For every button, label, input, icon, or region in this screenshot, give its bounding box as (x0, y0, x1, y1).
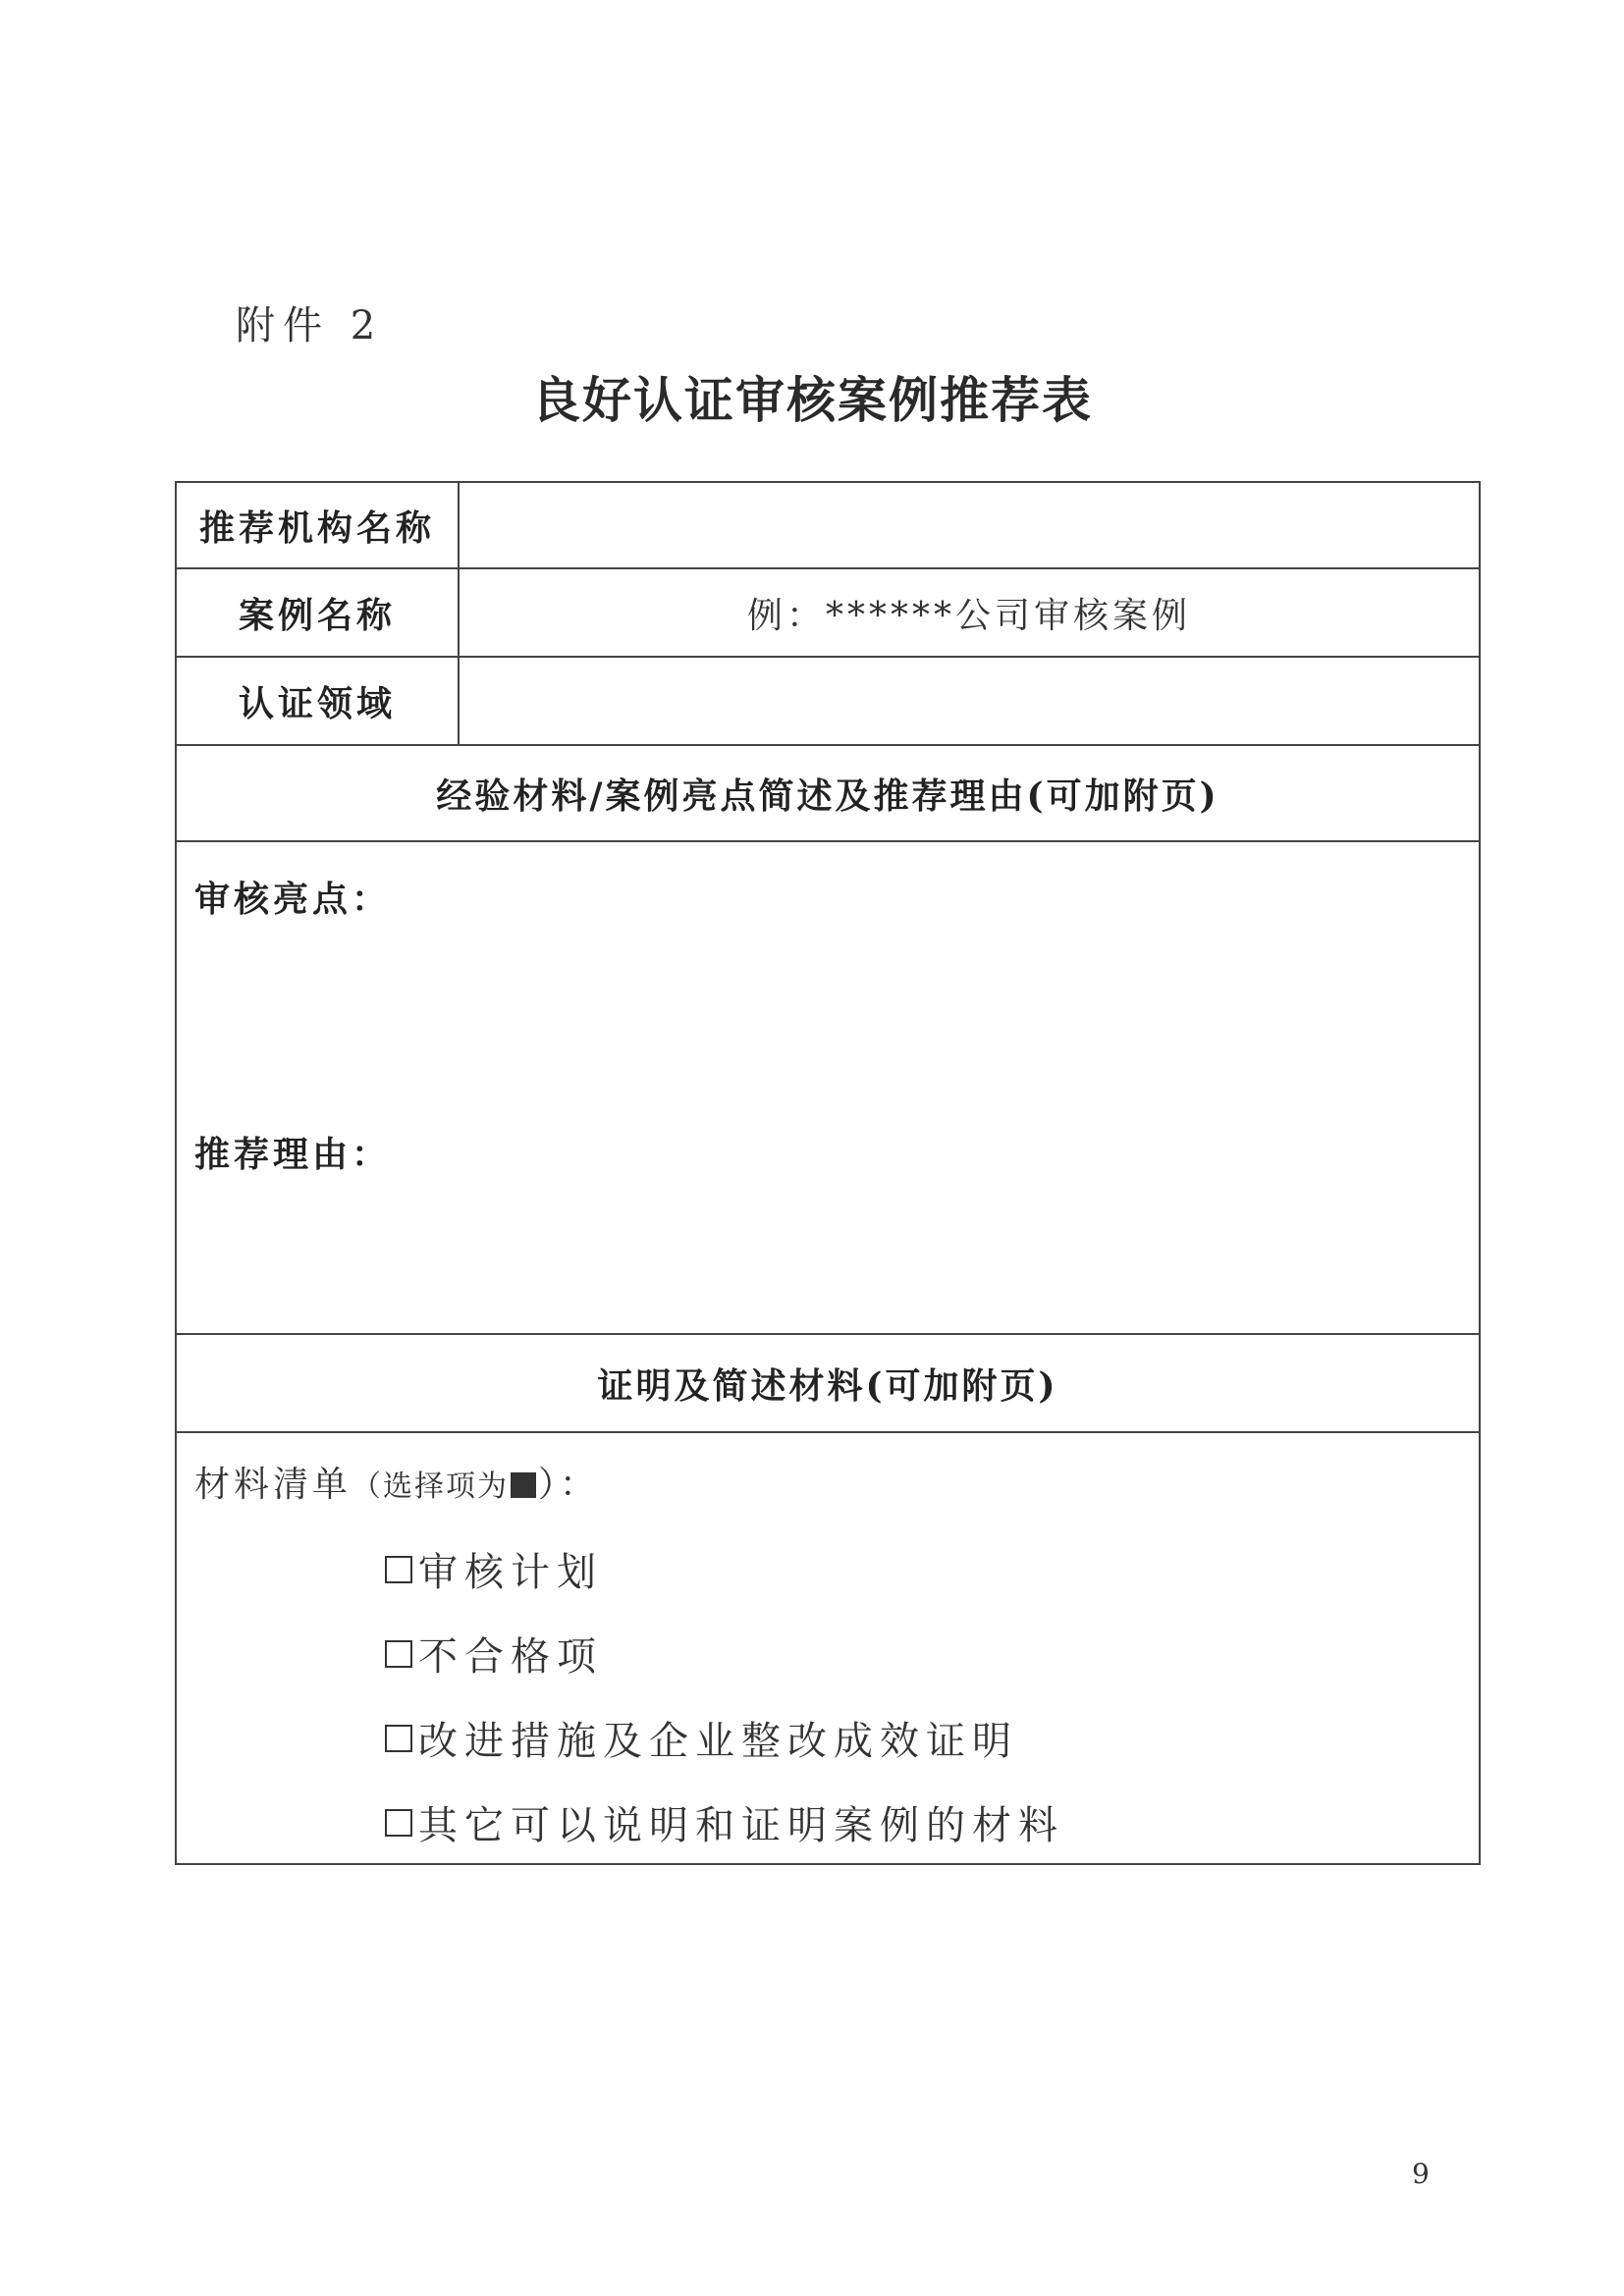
checklist-item[interactable] (385, 1794, 1064, 1850)
certification-field-label: 认证领域 (176, 657, 459, 745)
checklist-label: 其它可以说明和证明案例的材料 (418, 1803, 1064, 1848)
filled-square-icon (511, 1472, 536, 1498)
org-name-label: 推荐机构名称 (176, 482, 459, 568)
highlights-reasons-row (176, 841, 1480, 1334)
checklist-label: 不合格项 (418, 1634, 603, 1680)
certification-field-input[interactable] (459, 657, 1480, 745)
checkbox-improvement-measures[interactable] (385, 1725, 412, 1752)
certification-field-row (176, 657, 1480, 745)
checklist-label: 改进措施及企业整改成效证明 (418, 1719, 1018, 1764)
case-name-field[interactable]: 例：******公司审核案例 (459, 568, 1480, 657)
reasons-label: 推荐理由： (194, 1134, 392, 1175)
checkbox-audit-plan[interactable] (385, 1556, 412, 1583)
materials-label: 材料清单 (194, 1465, 352, 1505)
recommendation-form-table (175, 481, 1481, 1865)
checklist-label: 审核计划 (418, 1550, 603, 1595)
checkbox-other-materials[interactable] (385, 1809, 412, 1837)
section1-header-row (176, 745, 1480, 841)
materials-row (176, 1432, 1480, 1864)
case-name-label: 案例名称 (176, 568, 459, 657)
org-name-field[interactable] (459, 482, 1480, 568)
document-title: 良好认证审核案例推荐表 (531, 371, 1093, 429)
checklist-item[interactable] (385, 1626, 603, 1682)
highlights-label: 审核亮点： (194, 879, 392, 920)
materials-list-heading (194, 1457, 599, 1507)
case-name-row (176, 568, 1480, 657)
materials-note-open: （选择项为 (352, 1469, 510, 1504)
checklist-item[interactable] (385, 1541, 603, 1597)
page-number: 9 (1412, 2158, 1430, 2190)
checkbox-nonconformity[interactable] (385, 1640, 412, 1668)
materials-note-close: ）： (538, 1465, 600, 1505)
highlights-reasons-area[interactable] (176, 841, 1480, 1334)
attachment-label: 附件 2 (236, 303, 384, 348)
materials-area (176, 1432, 1480, 1864)
org-name-row (176, 482, 1480, 568)
section2-title: 证明及简述材料(可加附页) (176, 1334, 1480, 1432)
section1-title: 经验材料/案例亮点简述及推荐理由(可加附页) (176, 745, 1480, 841)
section2-header-row (176, 1334, 1480, 1432)
checklist-item[interactable] (385, 1710, 1018, 1766)
